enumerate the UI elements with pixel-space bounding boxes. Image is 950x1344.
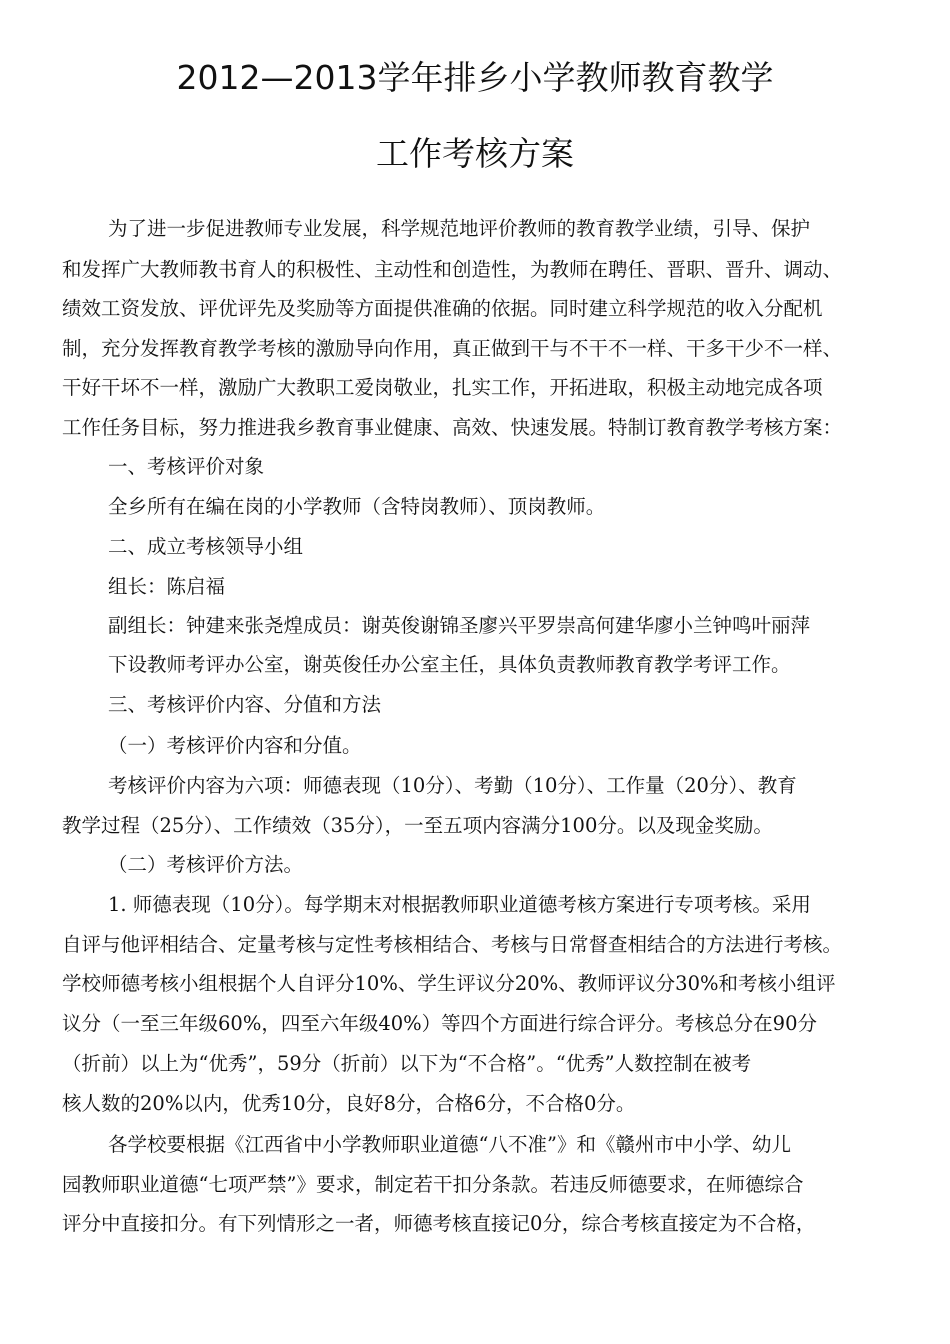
paragraph-line: 教学过程（25分）、工作绩效（35分），一至五项内容满分100分。以及现金奖励。	[62, 814, 773, 837]
document-title-line2: 工作考核方案	[376, 134, 574, 173]
paragraph-line: 1. 师德表现（10分）。每学期末对根据教师职业道德考核方案进行专项考核。采用	[108, 893, 811, 916]
paragraph-line: 工作任务目标，努力推进我乡教育事业健康、高效、快速发展。特制订教育教学考核方案：	[62, 416, 843, 439]
paragraph-line: 和发挥广大教师教书育人的积极性、主动性和创造性，为教师在聘任、晋职、晋升、调动、	[62, 258, 843, 281]
paragraph-line: 为了进一步促进教师专业发展，科学规范地评价教师的教育教学业绩，引导、保护	[108, 217, 811, 240]
paragraph-line: 学校师德考核小组根据个人自评分10%、学生评议分20%、教师评议分30%和考核小组评	[62, 972, 836, 995]
paragraph-line: 制，充分发挥教育教学考核的激励导向作用，真正做到干与不干不一样、干多干少不一样、	[62, 337, 843, 360]
section-heading: 二、成立考核领导小组	[108, 535, 304, 558]
subsection-heading: （一）考核评价内容和分值。	[108, 734, 362, 757]
paragraph-line: 园教师职业道德“七项严禁”》要求，制定若干扣分条款。若违反师德要求，在师德综合	[62, 1173, 804, 1196]
paragraph-line: 副组长：钟建来张尧煌成员：谢英俊谢锦圣廖兴平罗崇高何建华廖小兰钟鸣叶丽萍	[108, 614, 811, 637]
section-heading: 三、考核评价内容、分值和方法	[108, 693, 382, 716]
paragraph-line: 组长：陈启福	[108, 575, 226, 598]
paragraph-line: 核人数的20%以内，优秀10分，良好8分，合格6分，不合格0分。	[62, 1092, 636, 1115]
paragraph-line: 下设教师考评办公室，谢英俊任办公室主任，具体负责教师教育教学考评工作。	[108, 653, 791, 676]
subsection-heading: （二）考核评价方法。	[108, 853, 304, 876]
paragraph-line: 自评与他评相结合、定量考核与定性考核相结合、考核与日常督查相结合的方法进行考核。	[62, 933, 843, 956]
paragraph-line: 评分中直接扣分。有下列情形之一者，师德考核直接记0分，综合考核直接定为不合格，	[62, 1212, 816, 1235]
paragraph-line: 绩效工资发放、评优评先及奖励等方面提供准确的依据。同时建立科学规范的收入分配机	[62, 297, 823, 320]
paragraph-line: 全乡所有在编在岗的小学教师（含特岗教师）、顶岗教师。	[108, 495, 606, 518]
paragraph-line: 干好干坏不一样，激励广大教职工爱岗敬业，扎实工作，开拓进取，积极主动地完成各项	[62, 376, 823, 399]
paragraph-line: 考核评价内容为六项：师德表现（10分）、考勤（10分）、工作量（20分）、教育	[108, 774, 797, 797]
paragraph-line: 各学校要根据《江西省中小学教师职业道德“八不准”》和《赣州市中小学、幼儿	[108, 1133, 791, 1156]
paragraph-line: （折前）以上为“优秀”，59分（折前）以下为“不合格”。“优秀”人数控制在被考	[62, 1052, 752, 1075]
section-heading: 一、考核评价对象	[108, 455, 265, 478]
paragraph-line: 议分（一至三年级60%，四至六年级40%）等四个方面进行综合评分。考核总分在90分	[62, 1012, 817, 1035]
document-title-line1: 2012—2013学年排乡小学教师教育教学	[176, 58, 774, 97]
